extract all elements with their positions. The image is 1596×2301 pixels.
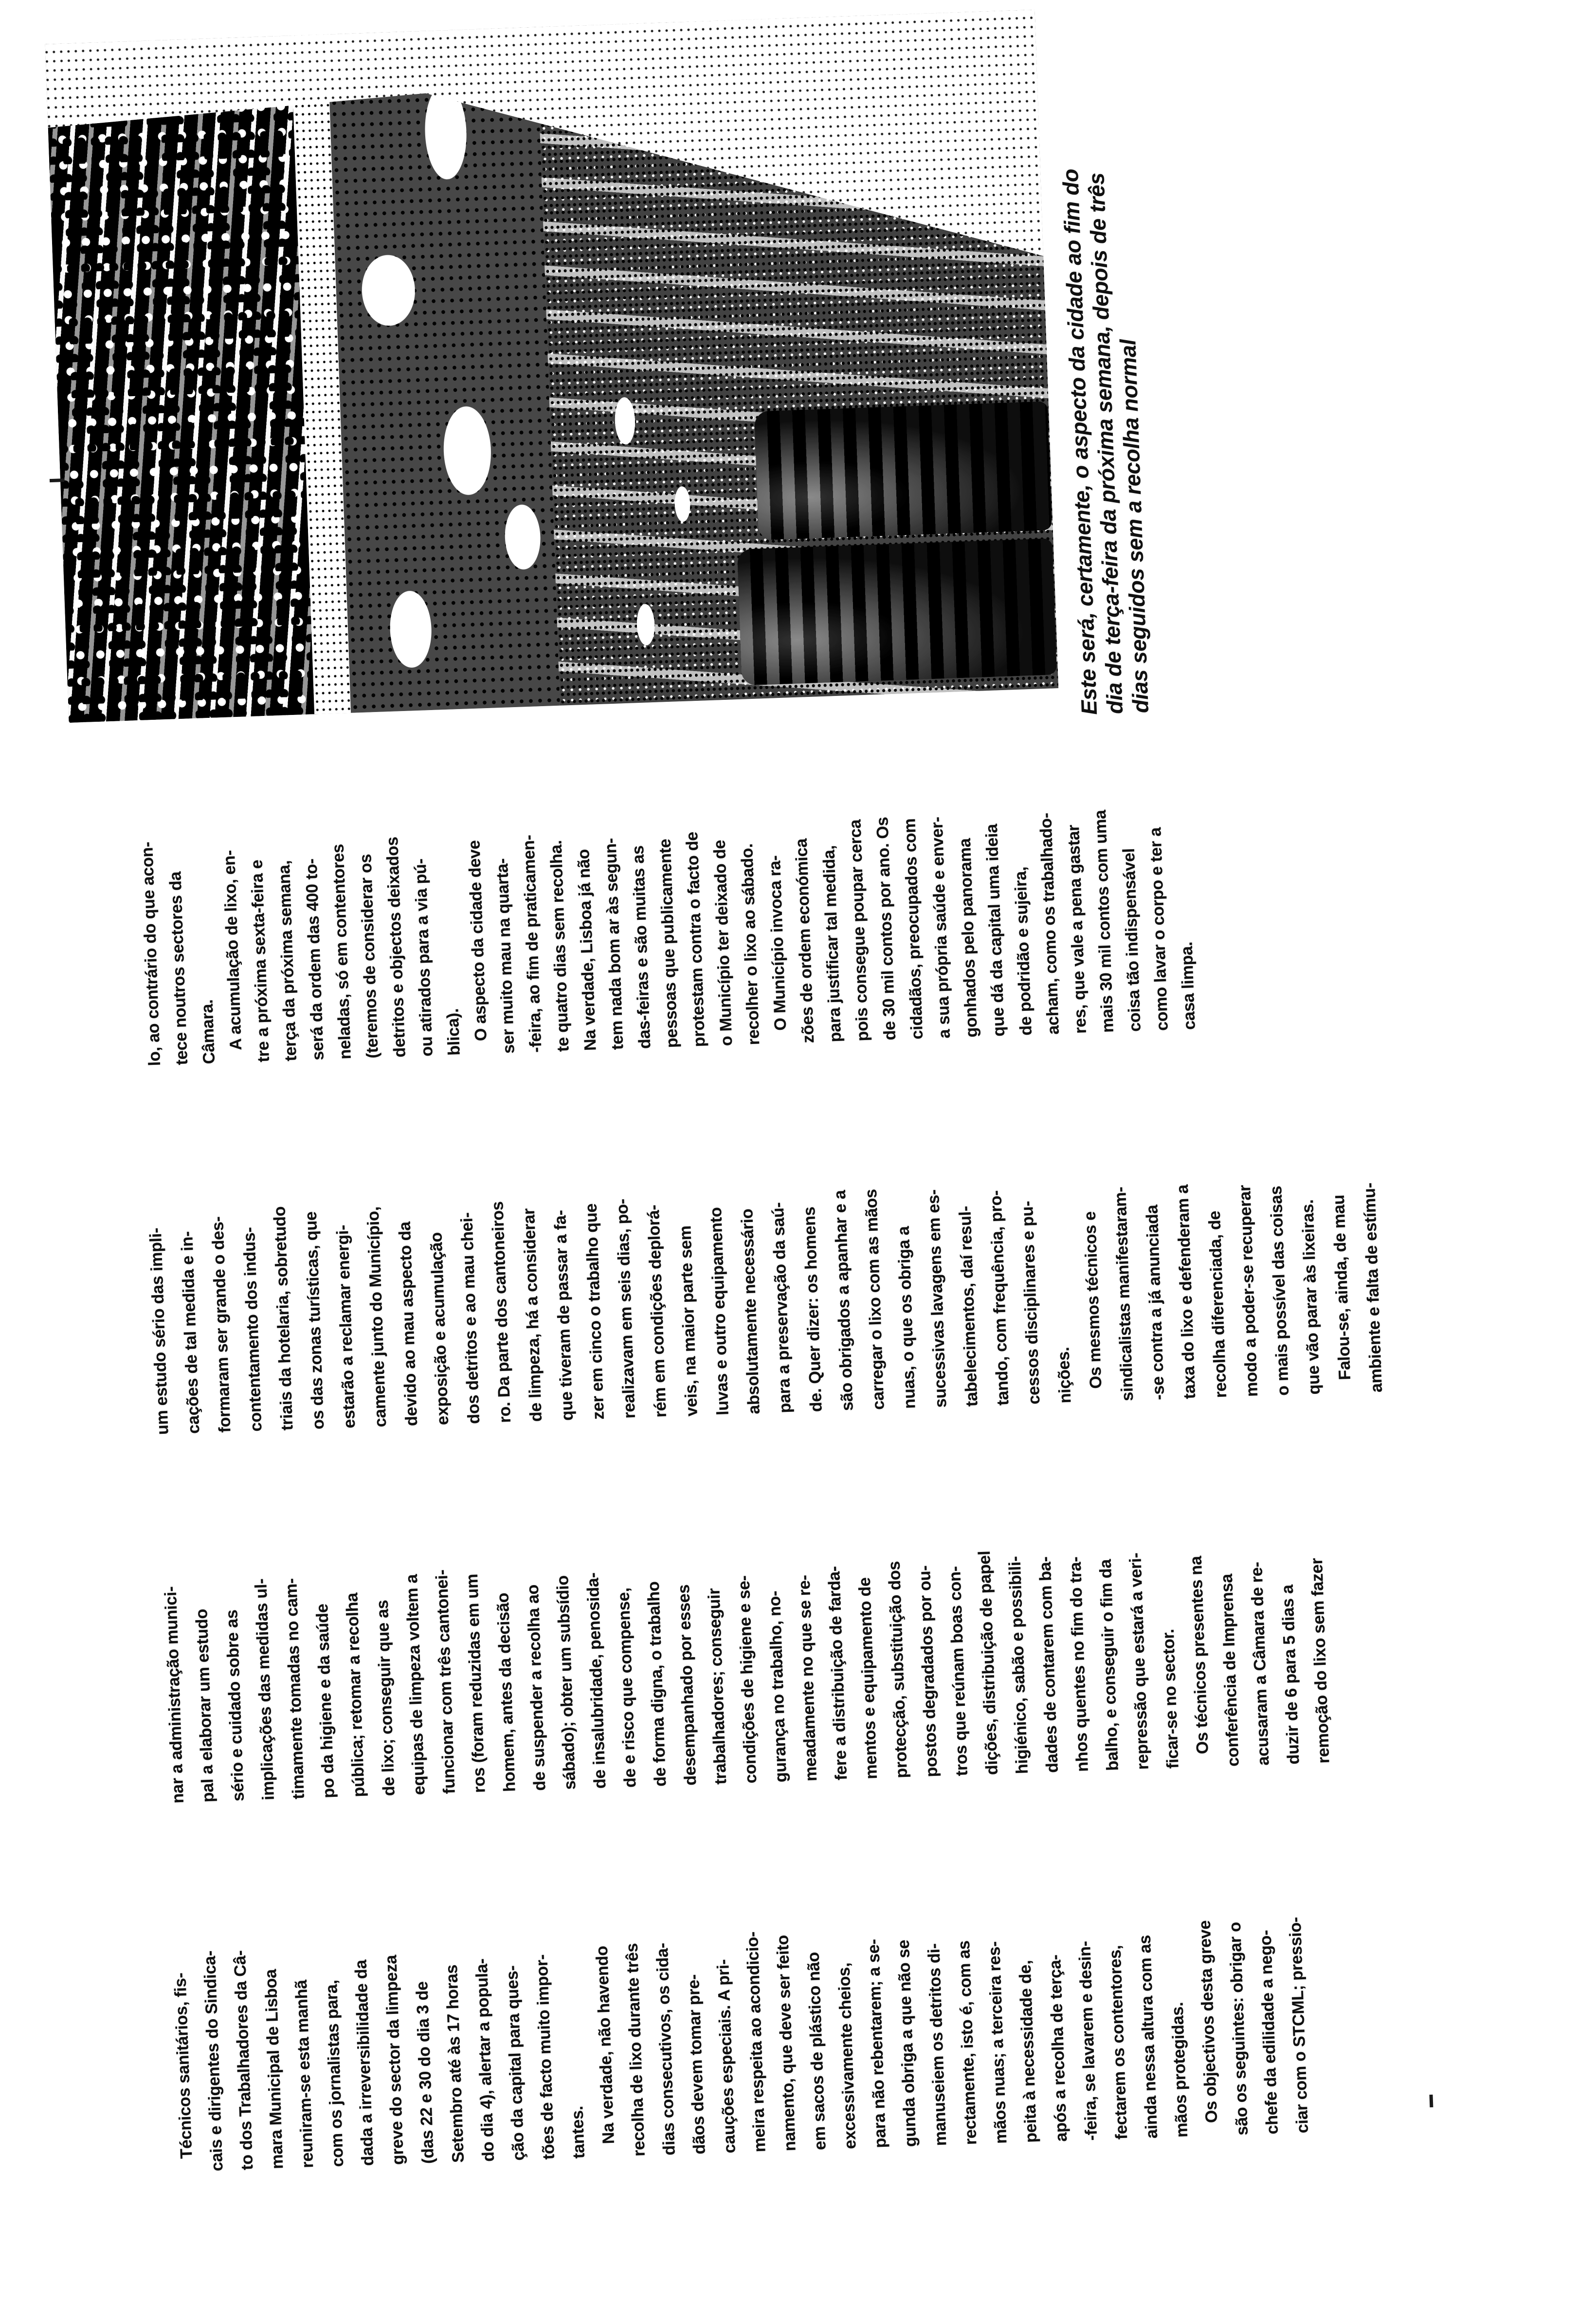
scan-artifact-mark <box>1430 2095 1433 2107</box>
text-column-4: lo, ao contrário do que acon- tece noutros sectores da Câmara. A acumulação de lixo, en- tre a próxima sexta-feira e terça da próxima semana, será da ordem das 400 to- neladas, só em contentores (teremos de considerar os detritos e objectos deixados ou atirados para a via pú- blica). O aspecto da cidade deve ser muito mau na quarta- -feira, ao fim de praticamen- te quatro dias sem recolha. Na verdade, Lisboa já não tem nada bom ar às segun- das-feiras e são muitas as pessoas que publicamente protestam contra o facto de o Município ter deixado de recolher o lixo ao sábado. O Município invoca ra- zões de ordem económica para justificar tal medida, pois consegue poupar cerca de 30 mil contos por ano. Os cidadãos, preocupados com a sua própria saúde e enver- gonhados pelo panorama que dá da capital uma ideia de podridão e sujeira, acham, como os trabalhado- res, que vale a pena gastar mais 30 mil contos com uma coisa tão indispensável como lavar o corpo e ter a casa limpa. <box>138 809 1199 1066</box>
photo-steps-texture <box>45 36 322 723</box>
article-photo <box>45 10 1058 723</box>
photo-trash-bags <box>327 27 560 713</box>
text-column-3: um estudo sério das impli- cações de tal medida e in- formaram ser grande o des- contentamento dos indus- triais da hotelaria, sobretudo os das zonas turísticas, que estarão a reclamar energi- camente junto do Município, devido ao mau aspecto da exposição e acumulação dos detritos e ao mau chei- ro. Da parte dos cantoneiros de limpeza, há a considerar que tiveram de passar a fa- zer em cinco o trabalho que realizavam em seis dias, po- rém em condições deplorá- veis, na maior parte sem luvas e outro equipamento absolutamente necessário para a preservação da saú- de. Quer dizer: os homens são obrigados a apanhar e a carregar o lixo com as mãos nuas, o que os obriga a sucessivas lavagens em es- tabelecimentos, daí resul- tando, com frequência, pro- cessos disciplinares e pu- nições. Os mesmos técnicos e sindicalistas manifestaram- -se contra a já anunciada taxa do lixo e defenderam a recolha diferenciada, de modo a poder-se recuperar o mais possível das coisas que vão parar às lixeiras. Falou-se, ainda, de mau ambiente e falta de estímu- <box>146 1182 1386 1435</box>
photo-scattered-litter <box>582 349 730 694</box>
photo-caption: Este será, certamente, o aspecto da cidade ao fim do dia de terça-feira da próxima semana, depois de três dias seguidos sem a recolha normal <box>1057 168 1154 715</box>
text-column-1: Técnicos sanitários, fis- cais e dirigentes do Sindica- to dos Trabalhadores da Câ- mara Municipal de Lisboa reuniram-se esta manhã com os jornalistas para, dada a irreversibilidade da greve do sector da limpeza (das 22 e 30 do dia 3 de Setembro até às 17 horas do dia 4), alertar a popula- ção da capital para ques- tões de facto muito impor- tantes. Na verdade, não havendo recolha de lixo durante três dias consecutivos, os cida- dãos devem tomar pre- cauções especiais. A pri- meira respeita ao acondicio- namento, que deve ser feito em sacos de plástico não excessivamente cheios, para não rebentarem; a se- gunda obriga a que não se manuseiem os detritos di- rectamente, isto é, com as mãos nuas; a terceira res- peita à necessidade de, após a recolha de terça- -feira, se lavarem e desin- fectarem os contentores, ainda nessa altura com as mãos protegidas. Os objectivos desta greve são os seguintes: obrigar o chefe da edilidade a nego- ciar com o STCML; pressio- <box>171 1917 1312 2173</box>
text-column-2: nar a administração munici- pal a elaborar um estudo sério e cuidado sobre as implicações das medidas ul- timamente tomadas no cam- po da higiene e da saúde pública; retomar a recolha de lixo; conseguir que as equipas de limpeza voltem a funcionar com três cantonei- ros (foram reduzidas em um homem, antes da decisão de suspender a recolha ao sábado); obter um subsídio de insalubridade, penosida- de e risco que compense, de forma digna, o trabalho desempanhado por esses trabalhadores; conseguir condições de higiene e se- gurança no trabalho, no- meadamente no que se re- fere a distribuição de farda- mentos e equipamento de protecção, substituição dos postos degradados por ou- tros que reúnam boas con- dições, distribuição de papel higiénico, sabão e possibili- dades de contarem com ba- nhos quentes no fim do tra- balho, e conseguir o fim da repressão que estará a veri- ficar-se no sector. Os técnicos presentes na conferência de Imprensa acusaram a Câmara de re- duzir de 6 para 5 dias a remoção do lixo sem fazer <box>161 1550 1333 1804</box>
scan-artifact-mark <box>50 478 64 482</box>
photo-garbage-container-2 <box>754 401 1052 540</box>
photo-garbage-container-1 <box>737 538 1057 685</box>
